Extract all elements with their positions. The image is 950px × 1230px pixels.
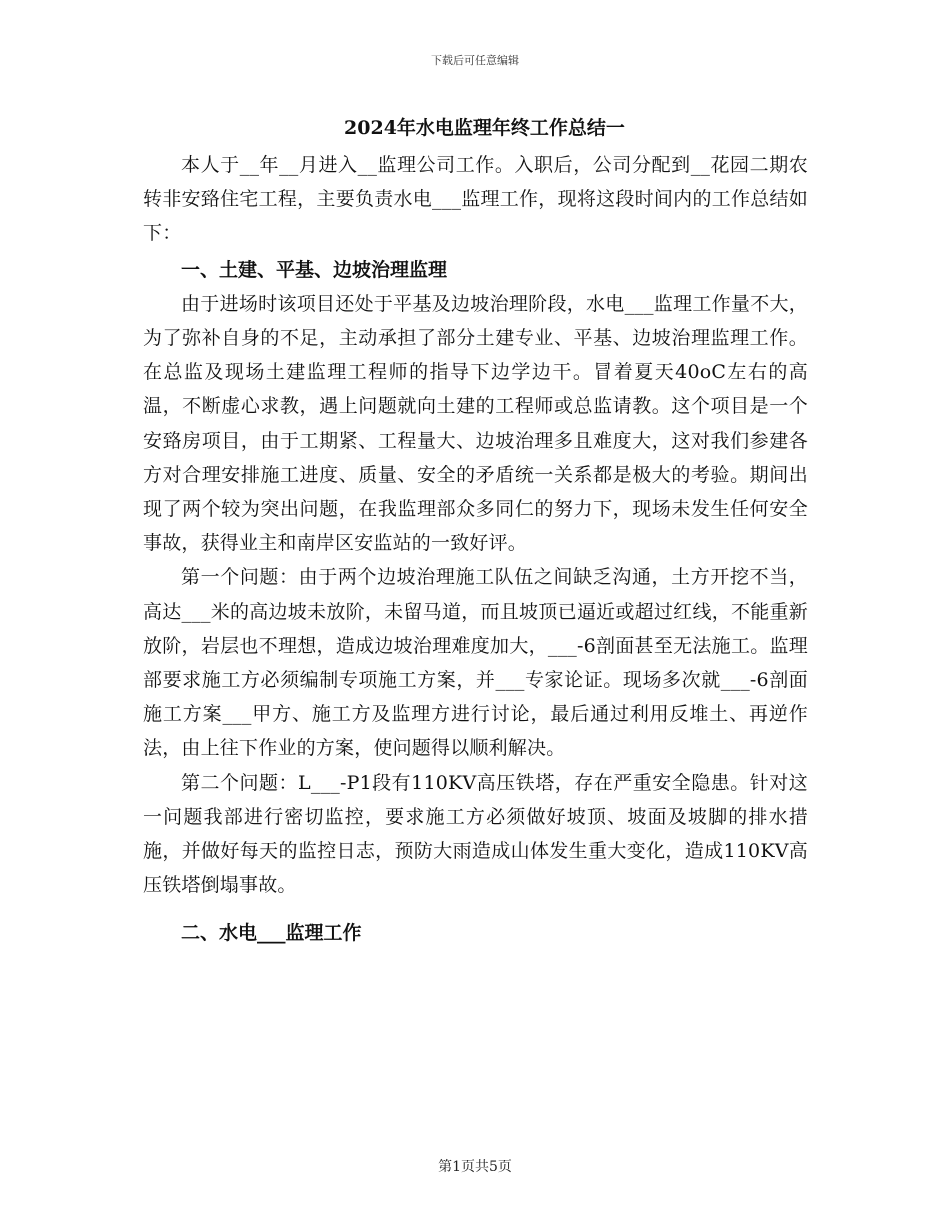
header-note: 下载后可任意编辑 bbox=[431, 54, 519, 67]
intro-paragraph: 本人于__年__月进入__监理公司工作。入职后，公司分配到__花园二期农转非安臵住宅工程，主要负责水电___监理工作，现将这段时间内的工作总结如下： bbox=[143, 154, 808, 245]
document-body bbox=[143, 112, 808, 951]
section1-heading: 一、土建、平基、边坡治理监理 bbox=[181, 258, 448, 281]
section2-heading: 二、水电___监理工作 bbox=[181, 922, 362, 945]
section1-paragraph: 由于进场时该项目还处于平基及边坡治理阶段，水电___监理工作量不大，为了弥补自身的不足，主动承担了部分土建专业、平基、边坡治理监理工作。在总监及现场土建监理工程师的指导下边学边干。冒着夏天40oC左右的高温，不断虚心求教，遇上问题就向土建的工程师或总监请教。这个项目是一个安臵房项目，由于工期紧、工程量大、边坡治理多且难度大，这对我们参建各方对合理安排施工进度、质量、安全的矛盾统一关系都是极大的考验。期间出现了两个较为突出问题，在我监理部众多同仁的努力下，现场未发生任何安全事故，获得业主和南岸区安监站的一致好评。 bbox=[143, 292, 808, 555]
problem2-paragraph: 第二个问题：L___-P1段有110KV高压铁塔，存在严重安全隐患。针对这一问题我部进行密切监控，要求施工方必须做好坡顶、坡面及坡脚的排水措施，并做好每天的监控日志，预防大雨造成山体发生重大变化，造成110KV高压铁塔倒塌事故。 bbox=[143, 771, 808, 897]
document-title: 2024年水电监理年终工作总结一 bbox=[344, 117, 625, 139]
page-footer: 第1页共5页 bbox=[438, 1159, 512, 1175]
problem1-paragraph: 第一个问题：由于两个边坡治理施工队伍之间缺乏沟通，土方开挖不当，高达___米的高边坡未放阶，未留马道，而且坡顶已逼近或超过红线，不能重新放阶，岩层也不理想，造成边坡治理难度加大，___-6剖面甚至无法施工。监理部要求施工方必须编制专项施工方案，并___专家论证。现场多次就___-6剖面施工方案___甲方、施工方及监理方进行讨论，最后通过利用反堆土、再逆作法，由上往下作业的方案，使问题得以顺利解决。 bbox=[143, 566, 808, 760]
